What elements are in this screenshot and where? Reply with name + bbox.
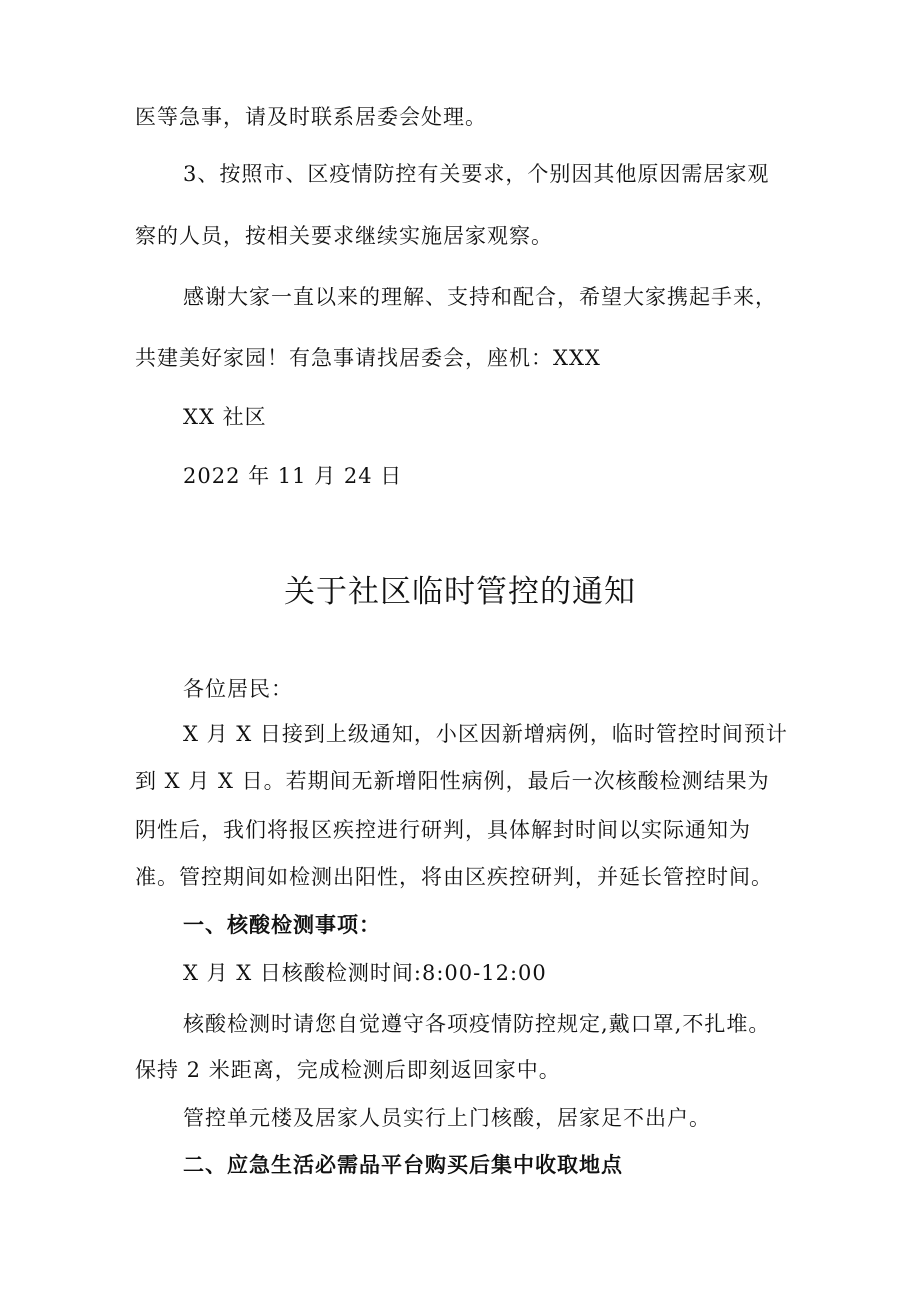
intro-line: X 月 X 日接到上级通知，小区因新增病例，临时管控时间预计 [183, 722, 788, 746]
section-1-heading: 一、核酸检测事项： [183, 913, 381, 937]
salutation: 各位居民： [183, 677, 293, 701]
testing-time: X 月 X 日核酸检测时间:8:00-12:00 [183, 961, 547, 985]
item-3-line-2: 察的人员，按相关要求继续实施居家观察。 [135, 224, 553, 248]
item-3-line-1: 3、按照市、区疫情防控有关要求，个别因其他原因需居家观 [183, 162, 770, 186]
testing-rules-line-2: 保持 2 米距离，完成检测后即刻返回家中。 [135, 1058, 561, 1082]
section-2-heading: 二、应急生活必需品平台购买后集中收取地点 [183, 1153, 623, 1177]
continued-line: 医等急事，请及时联系居委会处理。 [135, 105, 487, 129]
door-to-door-testing: 管控单元楼及居家人员实行上门核酸，居家足不出户。 [183, 1106, 711, 1130]
thanks-line-2: 共建美好家园！有急事请找居委会，座机：XXX [135, 346, 601, 370]
intro-line: 阴性后，我们将报区疾控进行研判，具体解封时间以实际通知为 [135, 818, 751, 842]
date: 2022 年 11 月 24 日 [183, 464, 403, 488]
notice-title: 关于社区临时管控的通知 [284, 574, 636, 610]
intro-line: 到 X 月 X 日。若期间无新增阳性病例，最后一次核酸检测结果为 [135, 769, 770, 793]
intro-line: 准。管控期间如检测出阳性，将由区疾控研判，并延长管控时间。 [135, 865, 773, 889]
signature: XX 社区 [183, 405, 267, 429]
thanks-line-1: 感谢大家一直以来的理解、支持和配合，希望大家携起手来， [183, 285, 777, 309]
testing-rules-line-1: 核酸检测时请您自觉遵守各项疫情防控规定,戴口罩,不扎堆。 [183, 1012, 771, 1036]
